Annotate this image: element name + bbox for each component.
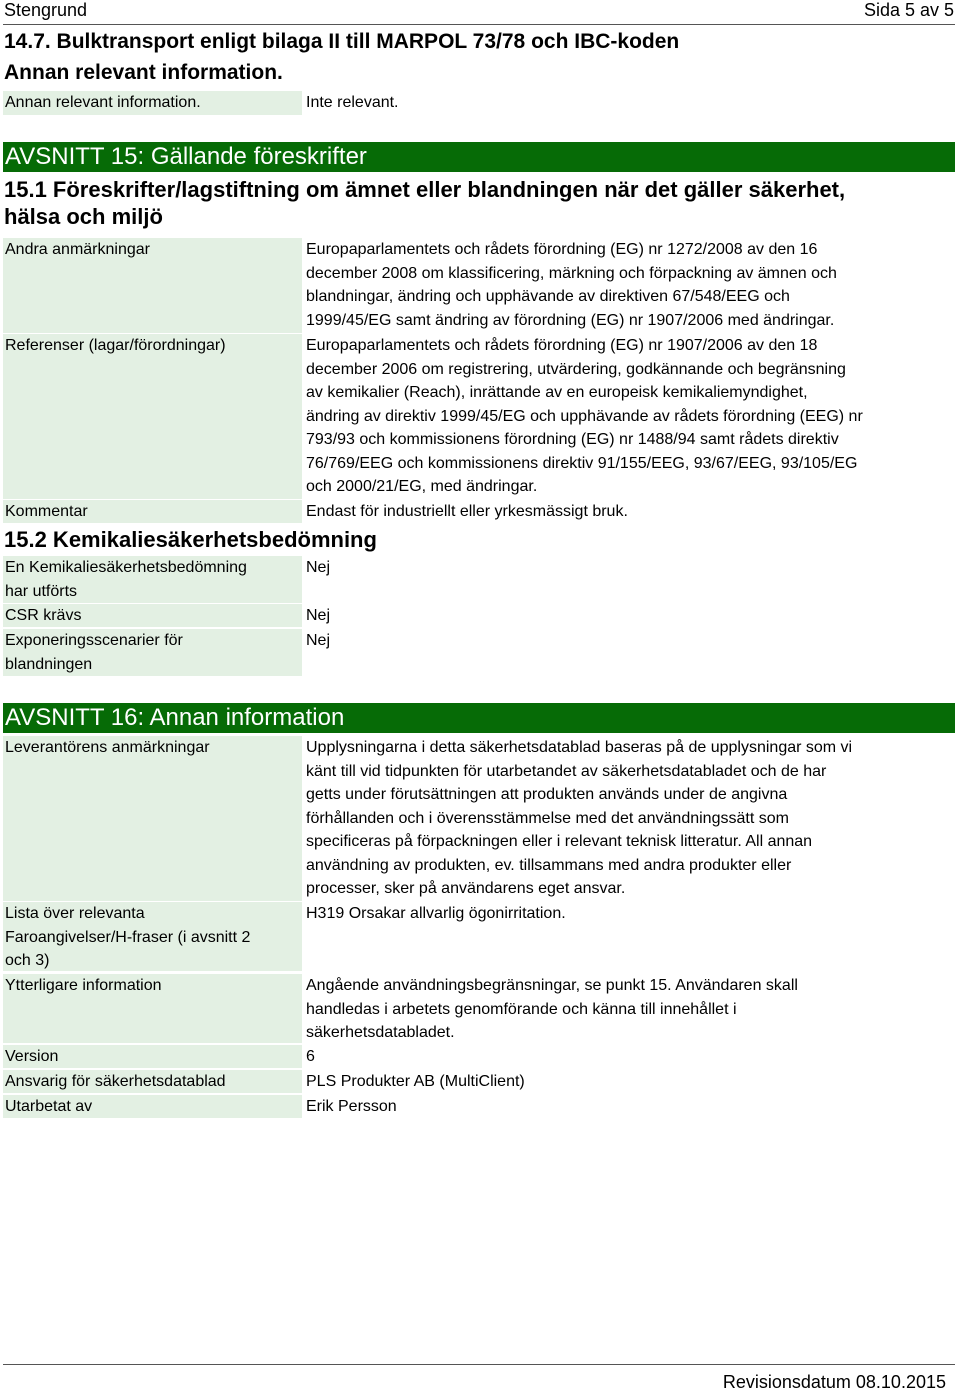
heading-15-1: 15.1 Föreskrifter/lagstiftning om ämnet eller blandningen när det gäller säkerhet, hälsa och miljö xyxy=(4,177,846,229)
footer-divider xyxy=(3,1364,955,1365)
row-value-comment: Endast för industriellt eller yrkesmässigt bruk. xyxy=(306,503,628,520)
header-divider xyxy=(3,24,955,25)
row-value-csr-required: Nej xyxy=(306,607,331,624)
row-label-supplier-remarks: Leverantörens anmärkningar xyxy=(3,736,302,901)
row-value-exposure-scenarios: Nej xyxy=(306,632,331,649)
row-label-prepared-by: Utarbetat av xyxy=(3,1095,302,1118)
row-value-h-phrases: H319 Orsakar allvarlig ögonirritation. xyxy=(306,905,566,922)
row-label-version: Version xyxy=(3,1045,302,1068)
row-value-other-info: Inte relevant. xyxy=(306,94,399,111)
row-value-prepared-by: Erik Persson xyxy=(306,1098,397,1115)
row-label-references: Referenser (lagar/förordningar) xyxy=(3,334,302,499)
row-label-csr-required: CSR krävs xyxy=(3,604,302,627)
row-value-additional-info: Angående användningsbegränsningar, se punkt 15. Användaren skall handledas i arbetets genomförande och känna till innehållet i säkerhetsdatabladet. xyxy=(306,977,798,1041)
heading-14-7: 14.7. Bulktransport enligt bilaga II till MARPOL 73/78 och IBC-koden xyxy=(4,30,680,53)
row-label-comment: Kommentar xyxy=(3,500,302,523)
revision-date: Revisionsdatum 08.10.2015 xyxy=(722,1372,946,1392)
row-label-responsible: Ansvarig för säkerhetsdatablad xyxy=(3,1070,302,1093)
row-label-other-info: Annan relevant information. xyxy=(3,91,302,115)
section-15-bar: AVSNITT 15: Gällande föreskrifter xyxy=(3,142,955,172)
row-label-additional-info: Ytterligare information xyxy=(3,974,302,1043)
row-label-exposure-scenarios: Exponeringsscenarier för blandningen xyxy=(3,629,302,676)
page-number: Sida 5 av 5 xyxy=(863,0,954,20)
row-value-supplier-remarks: Upplysningarna i detta säkerhetsdatablad baseras på de upplysningar som vi känt till vid tidpunkten för utarbetandet av säkerhetsdatabladet och de har getts under förutsättningen att produkten används under de angivna förhållanden och i överensstämmelse med det användningssätt som specificeras på förpackningen eller i relevant teknisk litteratur. All annan användning av produkten, ev. tillsammans med andra produkter eller processer, sker på användarens eget ansvar. xyxy=(306,739,853,897)
row-value-responsible: PLS Produkter AB (MultiClient) xyxy=(306,1073,525,1090)
heading-15-2: 15.2 Kemikaliesäkerhetsbedömning xyxy=(4,527,377,552)
section-16-bar: AVSNITT 16: Annan information xyxy=(3,703,955,733)
row-value-references: Europaparlamentets och rådets förordning (EG) nr 1907/2006 av den 18 december 2006 om registrering, utvärdering, godkännande och begränsning av kemikalier (Reach), inrättande av en europeisk kemikaliemyndighet, ändring av direktiv 1999/45/EG och upphävande av rådets förordning (EEG) nr 793/93 och kommissionens förordning (EG) nr 1488/94 samt rådets direktiv 76/769/EEG och kommissionens direktiv 91/155/EEG, 93/67/EEG, 93/105/EG och 2000/21/EG, med ändringar. xyxy=(306,337,863,495)
document-title: Stengrund xyxy=(4,0,88,20)
heading-other-info: Annan relevant information. xyxy=(4,61,283,84)
row-label-csa-done: En Kemikaliesäkerhetsbedömning har utförts xyxy=(3,556,302,603)
row-value-other-remarks: Europaparlamentets och rådets förordning (EG) nr 1272/2008 av den 16 december 2008 om klassificering, märkning och förpackning av ämnen och blandningar, ändring och upphävande av direktiven 67/548/EEG och 1999/45/EG samt ändring av förordning (EG) nr 1907/2006 med ändringar. xyxy=(306,241,837,329)
row-label-other-remarks: Andra anmärkningar xyxy=(3,238,302,333)
row-value-version: 6 xyxy=(306,1048,315,1065)
row-label-h-phrases: Lista över relevanta Faroangivelser/H-fraser (i avsnitt 2 och 3) xyxy=(3,902,302,971)
row-value-csa-done: Nej xyxy=(306,559,331,576)
